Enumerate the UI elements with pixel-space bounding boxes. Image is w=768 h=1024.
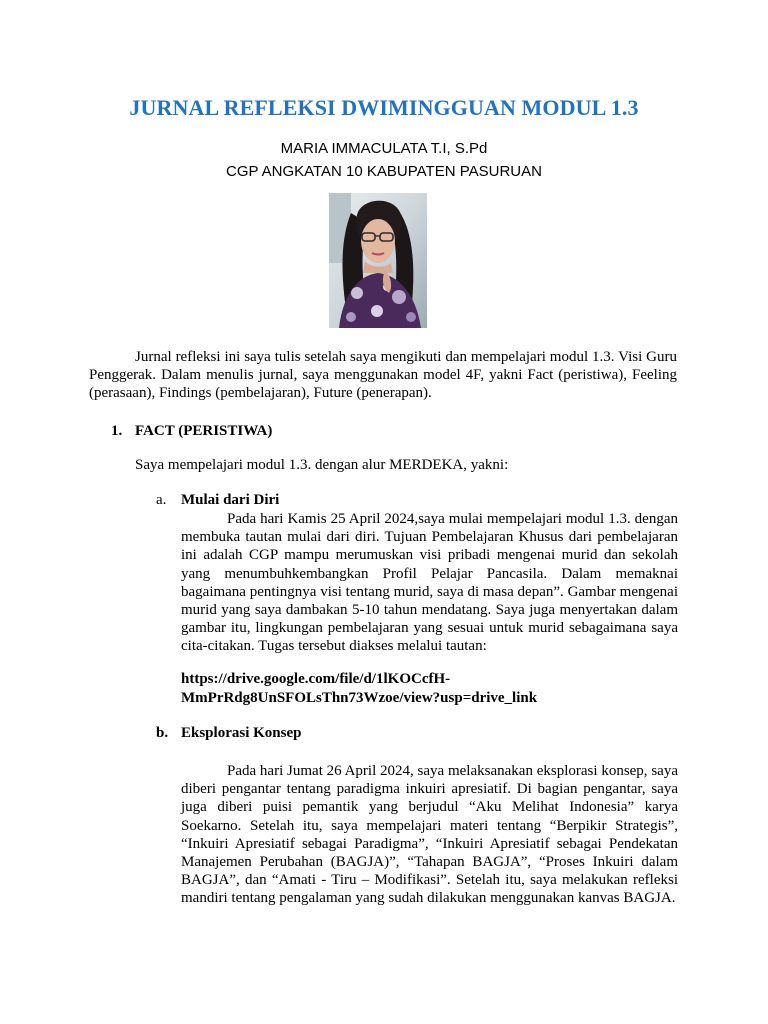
subsection-paragraph-b: Pada hari Jumat 26 April 2024, saya melaksanakan eksplorasi konsep, saya diberi pengantar tentang paradigma inkuiri apresiatif. Di bagian pengantar, saya juga diberi puisi pemantik yang berjudul “Aku Melihat Indonesia” karya Soekarno. Setelah itu, saya mempelajari materi tentang “Berpikir Strategis”, “Inkuiri Apresiatif sebagai Paradigma”, “Inkuiri Apresiatif sebagai Pendekatan Manajemen Perubahan (BAGJA)”, “Tahapan BAGJA”, “Proses Inkuiri dalam BAGJA”, dan “Amati - Tiru – Modifikasi”. Setelah itu, saya melakukan refleksi mandiri tentang pengalaman yang sudah dilakukan menggunakan kanvas BAGJA. [181,763,678,907]
subsection-letter: a. [156,492,167,508]
author-name: MARIA IMMACULATA T.I, S.Pd [280,140,488,157]
document-title: JURNAL REFLEKSI DWIMINGGUAN MODUL 1.3 [129,95,639,120]
section-title: FACT (PERISTIWA) [135,423,273,439]
section-number: 1. [111,423,123,439]
drive-link-line1[interactable]: https://drive.google.com/file/d/1lKOCcfH- [181,671,451,687]
subsection-paragraph-a: Pada hari Kamis 25 April 2024,saya mulai mempelajari modul 1.3. dengan membuka tautan mulai dari diri. Tujuan Pembelajaran Khusus dari pembelajaran ini adalah CGP mampu merumuskan visi pribadi mengenai murid dan sekolah yang menumbuhkembangkan Profil Pelajar Pancasila. Dalam memaknai bagaimana pentingnya visi tentang murid, saya di masa depan”. Gambar mengenai murid yang saya dambakan 5-10 tahun mendatang. Saya juga menyertakan dalam gambar itu, lingkungan pembelajaran yang sesuai untuk murid sebagaimana saya cita-citakan. Tugas tersebut diakses melalui tautan: [181,511,678,655]
subsection-heading-a [156,492,279,509]
subsection-heading-b [156,725,301,742]
drive-link-line2[interactable]: MmPrRdg8UnSFOLsThn73Wzoe/view?usp=drive_link [181,689,538,706]
section-intro: Saya mempelajari modul 1.3. dengan alur MERDEKA, yakni: [135,457,509,473]
section-heading [111,423,272,440]
intro-paragraph: Jurnal refleksi ini saya tulis setelah saya mengikuti dan mempelajari modul 1.3. Visi Guru Penggerak. Dalam menulis jurnal, saya menggunakan model 4F, yakni Fact (peristiwa), Feeling (perasaan), Findings (pembelajaran), Future (penerapan). [89,349,677,402]
subsection-title: Mulai dari Diri [181,492,280,508]
author-photo [329,193,427,328]
subsection-letter: b. [156,725,169,741]
drive-link[interactable] [181,670,537,707]
cgp-cohort: CGP ANGKATAN 10 KABUPATEN PASURUAN [226,163,542,180]
subsection-title: Eksplorasi Konsep [181,725,302,741]
